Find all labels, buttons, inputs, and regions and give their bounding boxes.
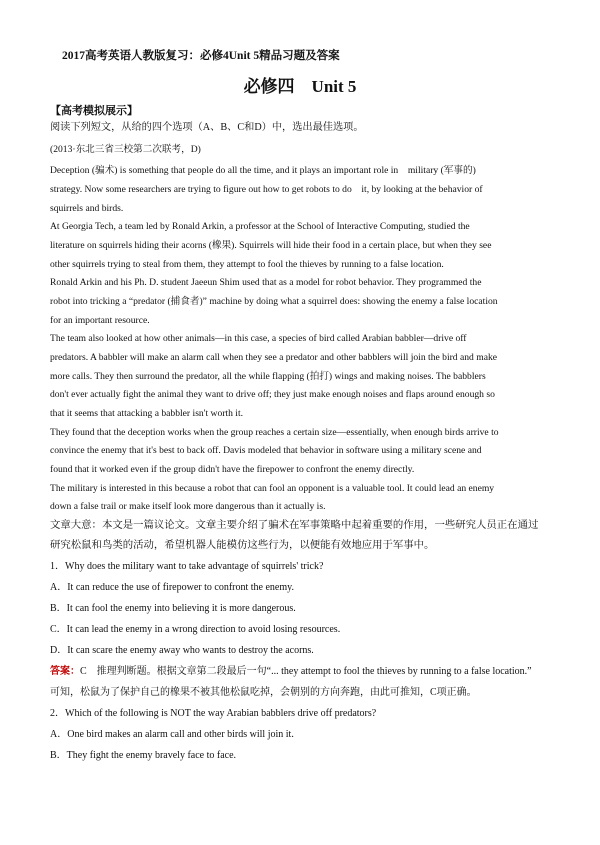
passage-line: that it seems that attacking a babbler isn't worth it. xyxy=(50,408,244,419)
passage-line: found that it worked even if the group didn't have the firepower to confront the enemy directly. xyxy=(50,464,415,475)
passage-line: The military is interested in this because a robot that can fool an opponent is a valuable tool. It could lead an enemy xyxy=(50,483,495,494)
passage-line: squirrels and birds. xyxy=(50,203,124,214)
passage-line: predators. A babbler will make an alarm call when they see a predator and other babblers will join the bird and make xyxy=(50,352,498,363)
answer-label: 答案： xyxy=(50,666,80,677)
passage-line: don't ever actually fight the animal they want to drive off; they just make enough noises and flaps around enough so xyxy=(50,389,495,400)
option-c: C．It can lead the enemy in a wrong direction to avoid losing resources. xyxy=(50,624,341,635)
option-b: B．It can fool the enemy into believing it is more dangerous. xyxy=(50,603,296,614)
passage-line: robot into tricking a “predator (捕食者)” machine by doing what a squirrel does: showing the enemy a false location xyxy=(50,296,498,307)
option-d: D．It can scare the enemy away who wants to destroy the acorns. xyxy=(50,645,314,656)
summary-line: 研究松鼠和鸟类的活动，希望机器人能模仿这些行为，以便能有效地应用于军事中。 xyxy=(50,540,435,551)
passage-line: down a false trail or make itself look more dangerous than it actually is. xyxy=(50,501,326,512)
answer-explanation: 可知，松鼠为了保护自己的橡果不被其他松鼠吃掉，会朝别的方向奔跑，由此可推知，C项正确。 xyxy=(50,687,477,698)
option-a: A．One bird makes an alarm call and other birds will join it. xyxy=(50,729,294,740)
passage-line: for an important resource. xyxy=(50,315,150,326)
question-stem: 2．Which of the following is NOT the way Arabian babblers drive off predators? xyxy=(50,708,377,719)
source-note: (2013·东北三省三校第二次联考，D) xyxy=(50,144,201,155)
option-a: A．It can reduce the use of firepower to confront the enemy. xyxy=(50,582,294,593)
passage-line: more calls. They then surround the predator, all the while flapping (拍打) wings and making noises. The babblers xyxy=(50,371,486,382)
passage-line: The team also looked at how other animals—in this case, a species of bird called Arabian babbler—drive off xyxy=(50,333,467,344)
summary-line: 文章大意：本文是一篇议论文。文章主要介绍了骗术在军事策略中起着重要的作用，一些研究人员正在通过 xyxy=(50,520,539,531)
option-b: B．They fight the enemy bravely face to face. xyxy=(50,750,237,761)
answer-line xyxy=(50,665,532,678)
section-label: 【高考模拟展示】 xyxy=(50,105,138,117)
instruction-text: 阅读下列短文，从给的四个选项（A、B、C和D）中，选出最佳选项。 xyxy=(50,122,364,133)
passage-line: Deception (骗术) is something that people do all the time, and it plays an important role in military (军事的) xyxy=(50,165,476,176)
document-title: 2017高考英语人教版复习：必修4Unit 5精品习题及答案 xyxy=(62,50,340,62)
passage-line: They found that the deception works when the group reaches a certain size—essentially, when enough birds arrive to xyxy=(50,427,499,438)
passage-line: Ronald Arkin and his Ph. D. student Jaeeun Shim used that as a model for robot behavior. They programmed the xyxy=(50,277,482,288)
passage-line: other squirrels trying to steal from them, they attempt to fool the thieves by running to a false location. xyxy=(50,259,444,270)
unit-heading: 必修四 Unit 5 xyxy=(243,77,357,96)
passage-line: convince the enemy that it's best to back off. Davis modeled that behavior in software using a military scene and xyxy=(50,445,482,456)
passage-line: literature on squirrels hiding their acorns (橡果). Squirrels will hide their food in a certain place, but when they see xyxy=(50,240,492,251)
answer-text: C 推理判断题。根据文章第二段最后一句“... they attempt to fool the thieves by running to a false location.” xyxy=(80,666,532,677)
passage-line: strategy. Now some researchers are trying to figure out how to get robots to do it, by looking at the behavior of xyxy=(50,184,483,195)
question-stem: 1．Why does the military want to take advantage of squirrels' trick? xyxy=(50,561,324,572)
passage-line: At Georgia Tech, a team led by Ronald Arkin, a professor at the School of Interactive Computing, studied the xyxy=(50,221,470,232)
